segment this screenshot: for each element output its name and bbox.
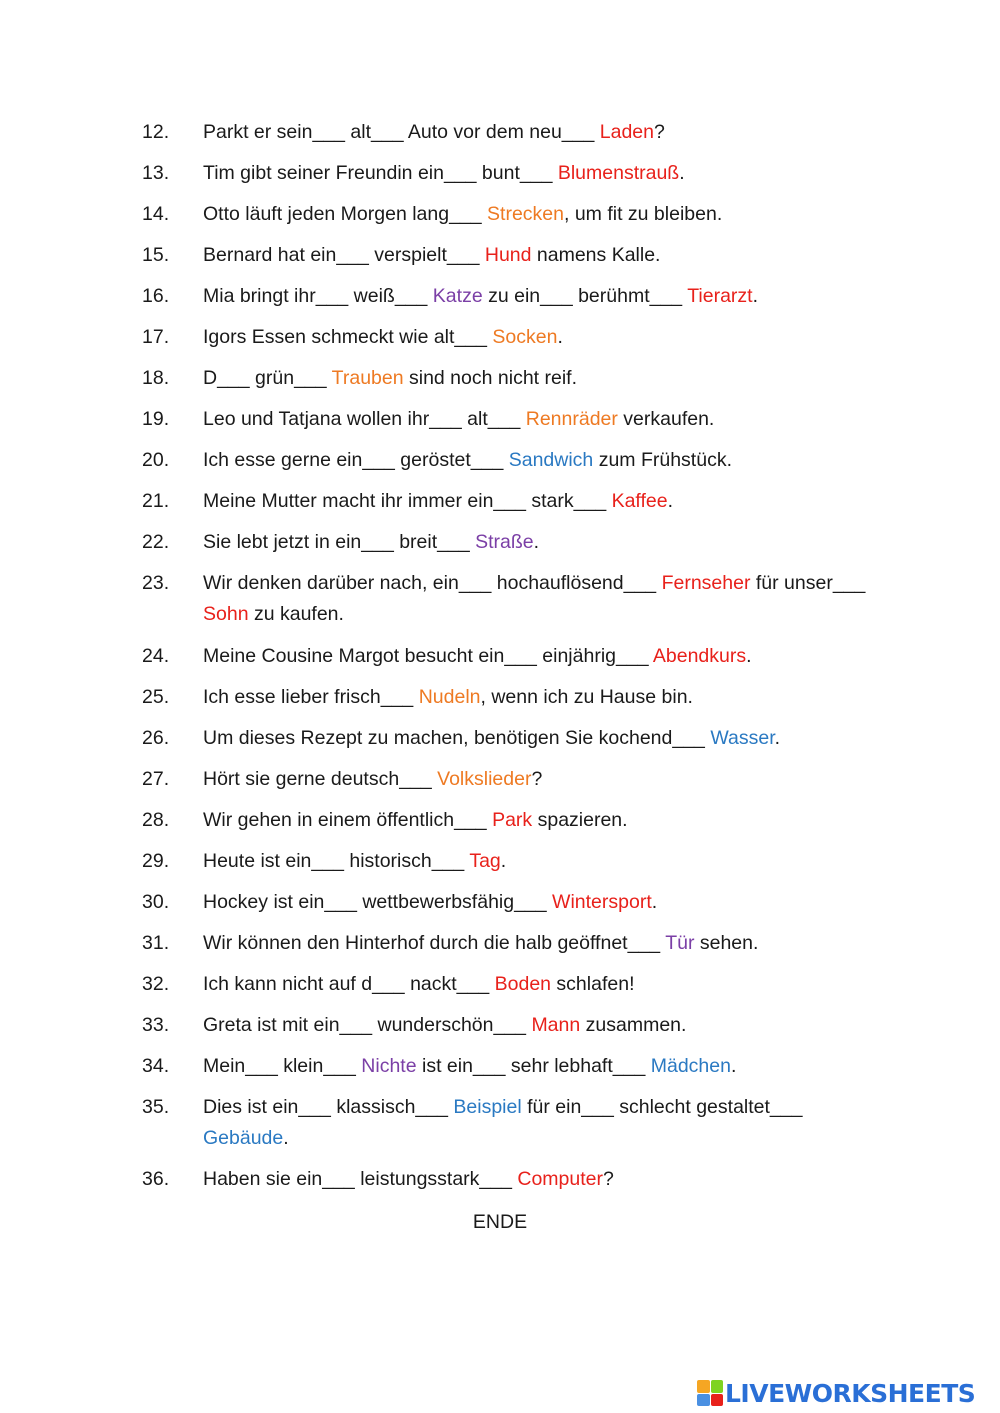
- noun-highlight: Volkslieder: [437, 768, 532, 790]
- exercise-number: 30.: [142, 891, 170, 913]
- exercise-number: 34.: [142, 1055, 170, 1077]
- sentence-text: Leo und Tatjana wollen ihr___ alt___: [203, 408, 526, 430]
- exercise-sentence: [203, 1051, 883, 1082]
- sentence-text: Igors Essen schmeckt wie alt___: [203, 326, 493, 348]
- noun-highlight: Beispiel: [453, 1096, 522, 1118]
- noun-highlight: Nudeln: [418, 686, 481, 708]
- sentence-text: .: [667, 490, 674, 512]
- sentence-text: Hockey ist ein___ wettbewerbsfähig___: [203, 891, 553, 913]
- sentence-text: zu kaufen.: [248, 603, 344, 625]
- noun-highlight: Tür: [665, 932, 695, 954]
- exercise-sentence: [203, 404, 883, 435]
- sentence-text: für unser___: [750, 572, 866, 594]
- exercise-number: 27.: [142, 768, 170, 790]
- sentence-text: Parkt er sein___ alt___ Auto vor dem neu___: [203, 121, 600, 143]
- logo-icon: [697, 1380, 723, 1406]
- exercise-number: 22.: [142, 531, 170, 553]
- exercise-sentence: [203, 969, 883, 1000]
- exercise-number: 13.: [142, 162, 170, 184]
- exercise-number: 31.: [142, 932, 170, 954]
- sentence-text: .: [679, 162, 685, 184]
- exercise-sentence: [203, 887, 883, 918]
- noun-highlight: Tag: [469, 850, 501, 872]
- noun-highlight: Wintersport: [552, 891, 652, 913]
- noun-highlight: Sandwich: [508, 449, 594, 471]
- exercise-number: 19.: [142, 408, 170, 430]
- exercise-sentence: [203, 486, 883, 517]
- exercise-number: 36.: [142, 1168, 170, 1190]
- exercise-number: 32.: [142, 973, 170, 995]
- sentence-text: Mia bringt ihr___ weiß___: [203, 285, 433, 307]
- exercise-number: 17.: [142, 326, 170, 348]
- sentence-text: , wenn ich zu Hause bin.: [480, 686, 693, 708]
- exercise-sentence: [203, 568, 883, 630]
- sentence-text: Haben sie ein___ leistungsstark___: [203, 1168, 518, 1190]
- sentence-text: zu ein___ berühmt___: [482, 285, 688, 307]
- sentence-text: Greta ist mit ein___ wunderschön___: [203, 1014, 532, 1036]
- exercise-number: 20.: [142, 449, 170, 471]
- sentence-text: Dies ist ein___ klassisch___: [203, 1096, 454, 1118]
- sentence-text: Otto läuft jeden Morgen lang___: [203, 203, 488, 225]
- exercise-number: 18.: [142, 367, 170, 389]
- exercise-sentence: [203, 158, 883, 189]
- sentence-text: Wir denken darüber nach, ein___ hochauflösend___: [203, 572, 662, 594]
- noun-highlight: Computer: [517, 1168, 603, 1190]
- sentence-text: ?: [531, 768, 543, 790]
- sentence-text: sind noch nicht reif.: [403, 367, 578, 389]
- noun-highlight: Mädchen: [650, 1055, 731, 1077]
- sentence-text: , um fit zu bleiben.: [563, 203, 723, 225]
- exercise-sentence: [203, 527, 883, 558]
- sentence-text: spazieren.: [532, 809, 628, 831]
- noun-highlight: Sohn: [203, 603, 249, 625]
- exercise-sentence: [203, 1092, 883, 1154]
- sentence-text: .: [557, 326, 563, 348]
- liveworksheets-logo[interactable]: [697, 1378, 975, 1408]
- exercise-number: 28.: [142, 809, 170, 831]
- exercise-sentence: [203, 641, 883, 672]
- exercise-number: 21.: [142, 490, 170, 512]
- sentence-text: .: [651, 891, 658, 913]
- exercise-sentence: [203, 199, 883, 230]
- exercise-sentence: [203, 363, 883, 394]
- sentence-text: ist ein___ sehr lebhaft___: [416, 1055, 651, 1077]
- exercise-sentence: [203, 723, 883, 754]
- exercise-sentence: [203, 1164, 883, 1195]
- noun-highlight: Mann: [531, 1014, 581, 1036]
- noun-highlight: Gebäude: [203, 1127, 284, 1149]
- logo-text: LIVEWORKSHEETS: [725, 1378, 976, 1408]
- exercise-sentence: [203, 805, 883, 836]
- exercise-sentence: [203, 928, 883, 959]
- sentence-text: Tim gibt seiner Freundin ein___ bunt___: [203, 162, 558, 184]
- exercise-sentence: [203, 445, 883, 476]
- sentence-text: Um dieses Rezept zu machen, benötigen Sie kochend___: [203, 727, 711, 749]
- exercise-number: 14.: [142, 203, 170, 225]
- noun-highlight: Strecken: [487, 203, 564, 225]
- noun-highlight: Hund: [484, 244, 532, 266]
- noun-highlight: Kaffee: [611, 490, 668, 512]
- exercise-sentence: [203, 322, 883, 353]
- sentence-text: D___ grün___: [203, 367, 332, 389]
- noun-highlight: Boden: [494, 973, 552, 995]
- sentence-text: schlafen!: [551, 973, 635, 995]
- sentence-text: Hört sie gerne deutsch___: [203, 768, 438, 790]
- exercise-number: 12.: [142, 121, 170, 143]
- sentence-text: .: [533, 531, 540, 553]
- sentence-text: Ich esse lieber frisch___: [203, 686, 419, 708]
- noun-highlight: Park: [492, 809, 533, 831]
- exercise-sentence: [203, 240, 883, 271]
- sentence-text: ?: [603, 1168, 614, 1190]
- exercise-number: 25.: [142, 686, 170, 708]
- sentence-text: Heute ist ein___ historisch___: [203, 850, 470, 872]
- sentence-text: .: [730, 1055, 737, 1077]
- exercise-sentence: [203, 764, 883, 795]
- noun-highlight: Blumenstrauß: [557, 162, 680, 184]
- noun-highlight: Trauben: [331, 367, 404, 389]
- exercise-sentence: [203, 281, 883, 312]
- exercise-sentence: [203, 846, 883, 877]
- exercise-sentence: [203, 682, 883, 713]
- exercise-sentence: [203, 1010, 883, 1041]
- sentence-text: Wir gehen in einem öffentlich___: [203, 809, 493, 831]
- sentence-text: zusammen.: [580, 1014, 687, 1036]
- sentence-text: .: [774, 727, 781, 749]
- noun-highlight: Wasser: [710, 727, 775, 749]
- sentence-text: für ein___ schlecht gestaltet___: [521, 1096, 803, 1118]
- sentence-text: Meine Mutter macht ihr immer ein___ stark___: [203, 490, 612, 512]
- noun-highlight: Abendkurs: [652, 645, 747, 667]
- sentence-text: verkaufen.: [617, 408, 715, 430]
- noun-highlight: Rennräder: [525, 408, 618, 430]
- exercise-sentence: [203, 117, 883, 148]
- noun-highlight: Socken: [492, 326, 558, 348]
- sentence-text: Ich esse gerne ein___ geröstet___: [203, 449, 509, 471]
- noun-highlight: Tierarzt: [687, 285, 753, 307]
- sentence-text: ?: [654, 121, 665, 143]
- exercise-number: 26.: [142, 727, 170, 749]
- sentence-text: Bernard hat ein___ verspielt___: [203, 244, 485, 266]
- sentence-text: .: [500, 850, 507, 872]
- sentence-text: .: [283, 1127, 289, 1149]
- sentence-text: Ich kann nicht auf d___ nackt___: [203, 973, 495, 995]
- noun-highlight: Fernseher: [661, 572, 751, 594]
- sentence-text: Wir können den Hinterhof durch die halb geöffnet___: [203, 932, 666, 954]
- exercise-number: 23.: [142, 572, 170, 594]
- end-marker: ENDE: [472, 1211, 528, 1233]
- sentence-text: zum Frühstück.: [593, 449, 732, 471]
- sentence-text: .: [752, 285, 759, 307]
- noun-highlight: Laden: [599, 121, 654, 143]
- noun-highlight: Straße: [475, 531, 534, 553]
- exercise-number: 35.: [142, 1096, 170, 1118]
- noun-highlight: Katze: [432, 285, 483, 307]
- exercise-number: 24.: [142, 645, 170, 667]
- sentence-text: namens Kalle.: [531, 244, 661, 266]
- exercise-number: 16.: [142, 285, 170, 307]
- sentence-text: Meine Cousine Margot besucht ein___ einjährig___: [203, 645, 653, 667]
- noun-highlight: Nichte: [361, 1055, 417, 1077]
- sentence-text: Sie lebt jetzt in ein___ breit___: [203, 531, 476, 553]
- exercise-number: 15.: [142, 244, 170, 266]
- exercise-number: 33.: [142, 1014, 170, 1036]
- sentence-text: Mein___ klein___: [203, 1055, 362, 1077]
- sentence-text: sehen.: [694, 932, 759, 954]
- sentence-text: .: [746, 645, 752, 667]
- exercise-number: 29.: [142, 850, 170, 872]
